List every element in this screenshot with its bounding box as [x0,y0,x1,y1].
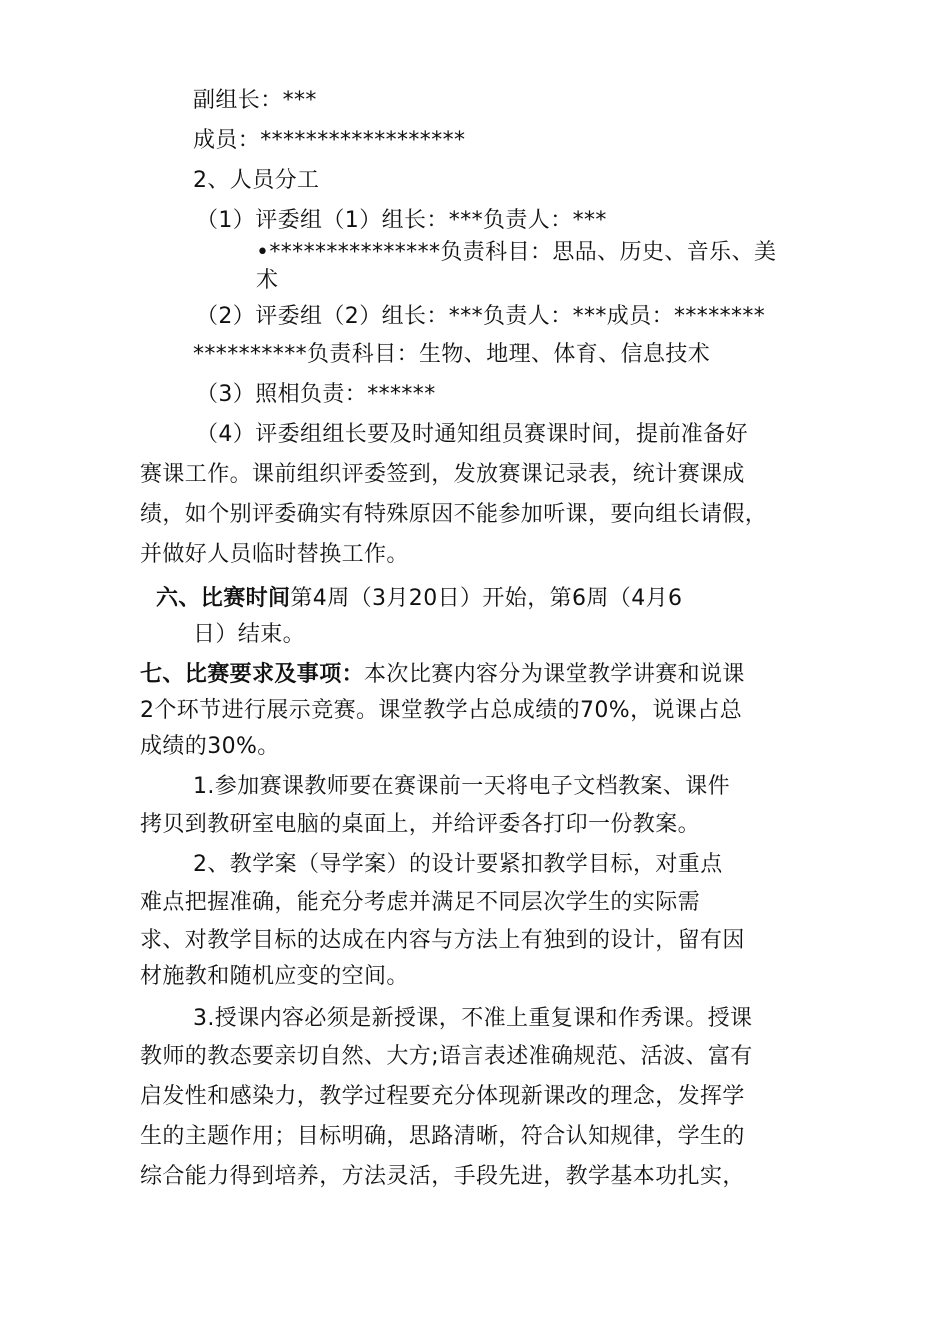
members-line: 成员：****************** [193,128,466,153]
group1-line: （1）评委组（1）组长：***负责人：*** [196,208,607,233]
group2-subjects-line: **********负责科目：生物、地理、体育、信息技术 [193,342,711,367]
group2-line: （2）评委组（2）组长：***负责人：***成员：******** [196,304,766,329]
paragraph-line: 赛课工作。课前组织评委签到，发放赛课记录表，统计赛课成 [140,462,745,487]
section6-text: 第4周（3月20日）开始，第6周（4月6 [290,586,683,611]
paragraph-line: 2个环节进行展示竞赛。课堂教学占总成绩的70%，说课占总 [140,698,743,723]
section7-text: 本次比赛内容分为课堂教学讲赛和说课 [364,662,745,687]
paragraph-line: 教师的教态要亲切自然、大方;语言表述准确规范、活波、富有 [140,1044,753,1069]
paragraph-line: 绩，如个别评委确实有特殊原因不能参加听课，要向组长请假， [140,502,768,527]
group1-subjects-line: •***************负责科目：思品、历史、音乐、美 [256,240,777,265]
requirement2-line: 2、教学案（导学案）的设计要紧扣教学目标，对重点 [193,852,723,877]
requirement1-line: 1.参加赛课教师要在赛课前一天将电子文档教案、课件 [193,774,730,799]
paragraph-line: 材施教和随机应变的空间。 [140,964,409,989]
paragraph-line: 难点把握准确，能充分考虑并满足不同层次学生的实际需 [140,890,701,915]
section7-line [140,660,745,690]
paragraph-line: 拷贝到教研室电脑的桌面上，并给评委各打印一份教案。 [140,812,701,837]
paragraph-line: 并做好人员临时替换工作。 [140,542,409,567]
section6-line [156,584,682,614]
paragraph-line: 生的主题作用；目标明确，思路清晰，符合认知规律，学生的 [140,1124,745,1149]
group1-subjects-cont: 术 [256,268,279,293]
section6-heading: 六、比赛时间 [156,586,291,611]
section-heading: 2、人员分工 [193,168,320,193]
photo-line: （3）照相负责：****** [196,382,436,407]
paragraph-line: 启发性和感染力，教学过程要充分体现新课改的理念，发挥学 [140,1084,745,1109]
paragraph-line: 成绩的30%。 [140,734,280,759]
deputy-leader-line: 副组长：*** [193,88,317,113]
item4-line: （4）评委组组长要及时通知组员赛课时间，提前准备好 [196,422,748,447]
paragraph-line: 综合能力得到培养，方法灵活，手段先进，教学基本功扎实， [140,1164,745,1189]
requirement3-line: 3.授课内容必须是新授课，不准上重复课和作秀课。授课 [193,1006,753,1031]
section6-cont: 日）结束。 [193,622,306,647]
section7-heading: 七、比赛要求及事项： [140,662,365,687]
paragraph-line: 求、对教学目标的达成在内容与方法上有独到的设计，留有因 [140,928,745,953]
